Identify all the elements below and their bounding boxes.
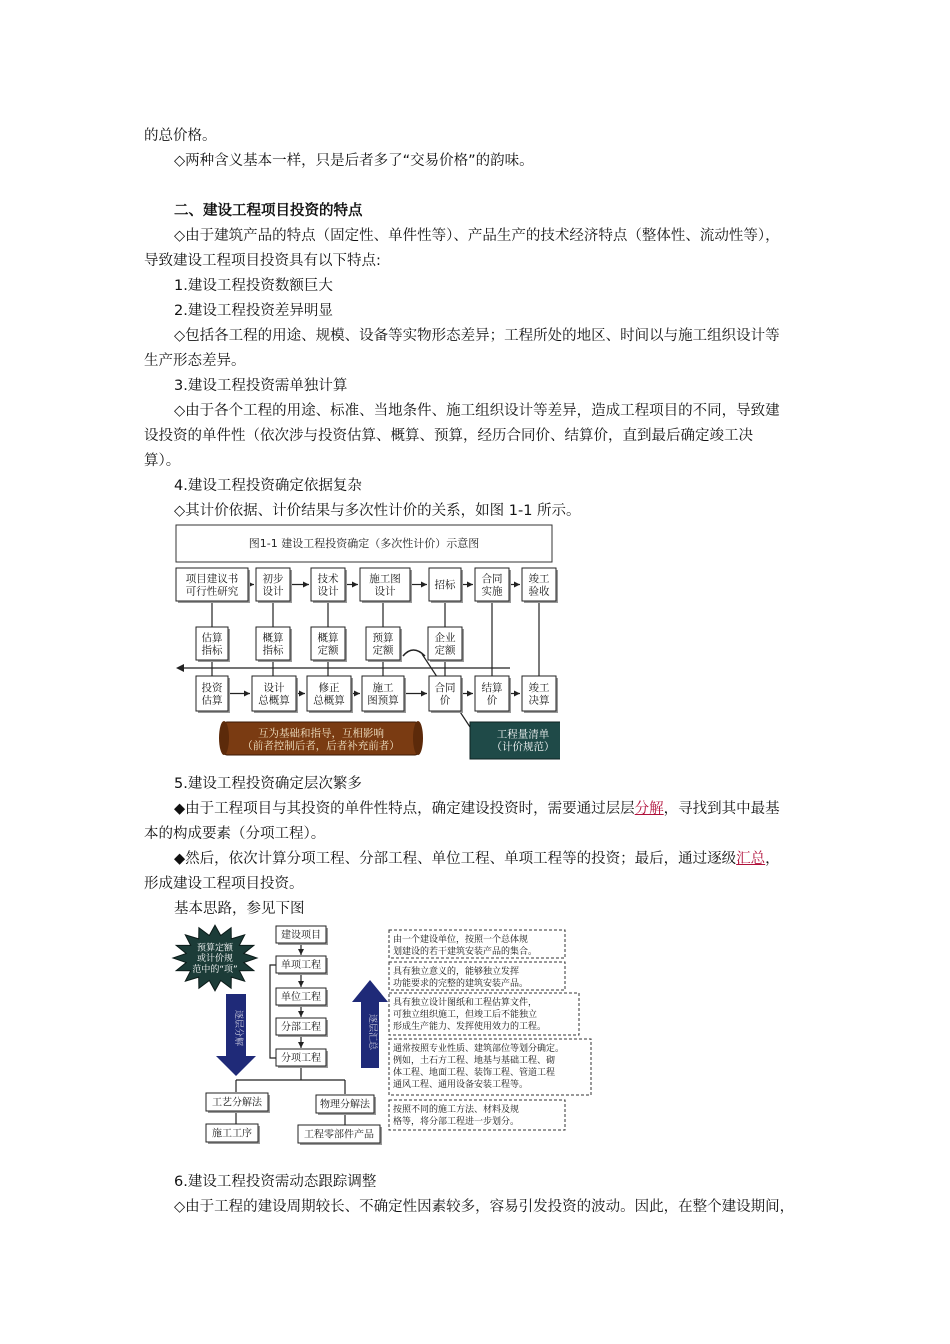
fig1-arrowhead <box>514 582 520 588</box>
fig2-summarize-label: 逐层汇总 <box>367 1013 377 1051</box>
fig1-middle-box-label: 估算指标 <box>201 631 223 657</box>
fig1-top-box-label: 技术设计 <box>317 572 339 598</box>
section-heading: 二、建设工程项目投资的特点 <box>174 203 363 219</box>
fig2-hierarchy-box-label: 单位工程 <box>281 992 321 1003</box>
fig1-scroll-roll <box>219 721 229 755</box>
text-run: ， <box>765 851 780 867</box>
fig1-arrowhead <box>467 691 473 697</box>
figure-1-1 <box>170 522 560 762</box>
fig2-note-text: 具有独立意义的，能够独立发挥功能要求的完整的建筑安装产品。 <box>393 967 529 989</box>
paragraph-line: ◇由于工程的建设周期较长、不确定性因素较多，容易引发投资的波动。因此，在整个建设期间， <box>174 1199 795 1215</box>
fig1-top-box-label: 项目建议书可行性研究 <box>185 572 239 598</box>
list-item: 6.建设工程投资需动态跟踪调整 <box>174 1174 377 1190</box>
fig1-bottom-box-label: 合同价 <box>434 681 456 707</box>
fig2-hierarchy-box-label: 分项工程 <box>281 1053 321 1064</box>
list-item: 2.建设工程投资差异明显 <box>174 303 333 319</box>
fig1-curve-mark <box>403 650 425 656</box>
paragraph-line: 本的构成要素（分项工程）。 <box>144 826 326 842</box>
paragraph-line: 设投资的单件性（依次涉与投资估算、概算、预算，经历合同价、结算价，直到最后确定竣工决 <box>144 428 753 444</box>
paragraph-line: 形成建设工程项目投资。 <box>144 876 304 892</box>
fig2-decompose-label: 逐层分解 <box>233 1009 243 1047</box>
fig2-note-text: 具有独立设计图纸和工程估算文件，可独立组织施工，但竣工后不能独立形成生产能力、发挥使用效力的工程。 <box>393 998 547 1032</box>
fig2-starburst-text: 预算定额或计价规范中的“项” <box>192 943 238 975</box>
fig1-arrowhead <box>299 691 305 697</box>
paragraph-line: 生产形态差异。 <box>144 353 246 369</box>
fig2-result-box-label: 施工工序 <box>212 1128 252 1140</box>
fig1-bottom-box-label: 设计总概算 <box>258 681 290 707</box>
fig1-bottom-box-label: 竣工决算 <box>528 681 550 707</box>
figure-decomposition <box>170 920 600 1150</box>
list-item: 3.建设工程投资需单独计算 <box>174 378 348 394</box>
fig1-scroll-roll <box>413 721 423 755</box>
fig1-arrowhead <box>354 691 360 697</box>
text-run: ，寻找到其中最基 <box>663 801 780 817</box>
fig1-top-box-label: 初步设计 <box>262 572 284 598</box>
fig2-note-text: 通常按照专业性质、建筑部位等划分确定。例如，土石方工程、地基与基础工程、砌体工程、地面工程、装饰工程、管道工程通风工程、通用设备安装工程等。 <box>393 1044 565 1090</box>
fig2-arrowhead <box>298 1011 304 1017</box>
fig1-middle-box-label: 概算定额 <box>317 631 339 657</box>
paragraph-line: 导致建设工程项目投资具有以下特点: <box>144 253 381 269</box>
fig1-middle-box-label: 企业定额 <box>434 631 456 657</box>
fig1-bottom-box-label: 修正总概算 <box>313 681 345 707</box>
paragraph-line <box>174 849 780 869</box>
list-item: 5.建设工程投资确定层次繁多 <box>174 776 362 792</box>
fig2-result-box-label: 工程零部件产品 <box>304 1129 374 1141</box>
fig2-arrowhead <box>298 1042 304 1048</box>
fig2-bracket <box>270 965 276 1058</box>
fig1-scroll-text: 互为基础和指导，互相影响（前者控制后者，后者补充前者） <box>242 727 400 752</box>
fig1-arrowhead <box>421 691 427 697</box>
fig2-note-text: 由一个建设单位，按照一个总体规划建设的若干建筑安装产品的集合。 <box>393 935 538 957</box>
paragraph-line: ◇包括各工程的用途、规模、设备等实物形态差异；工程所处的地区、时间以与施工组织设计等 <box>174 328 780 344</box>
paragraph-line: 的总价格。 <box>144 128 217 144</box>
fig2-method-box-label: 物理分解法 <box>320 1099 370 1111</box>
fig1-arrowhead <box>244 691 250 697</box>
paragraph-line: ◇两种含义基本一样，只是后者多了“交易价格”的韵味。 <box>174 153 534 169</box>
paragraph-line: 算）。 <box>144 453 181 469</box>
fig1-bottom-box-label: 结算价 <box>481 681 503 707</box>
paragraph-line: ◇其计价依据、计价结果与多次性计价的关系，如图 1-1 所示。 <box>174 503 581 519</box>
fig1-arrowhead <box>421 582 427 588</box>
fig1-top-box-label: 竣工验收 <box>528 572 550 598</box>
text-run: ◆然后，依次计算分项工程、分部工程、单位工程、单项工程等的投资；最后，通过逐级 <box>174 851 737 867</box>
fig1-arrowhead <box>514 691 520 697</box>
fig2-arrowhead <box>298 949 304 955</box>
fig1-top-box-label: 合同实施 <box>481 572 503 598</box>
fig2-hierarchy-box-label: 单项工程 <box>281 960 321 971</box>
text-run: ◆由于工程项目与其投资的单件性特点，确定建设投资时，需要通过层层 <box>174 801 635 817</box>
fig1-bottom-box-label: 施工图预算 <box>367 681 399 707</box>
fig1-middle-box-label: 概算指标 <box>262 631 284 657</box>
fig2-method-box-label: 工艺分解法 <box>212 1097 262 1109</box>
link-decompose[interactable]: 分解 <box>634 801 664 817</box>
fig1-top-box-label: 施工图设计 <box>369 572 401 598</box>
paragraph-line: 基本思路，参见下图 <box>174 901 305 917</box>
fig2-note-text: 按照不同的施工方法、材料及规格等，将分部工程进一步划分。 <box>393 1105 520 1127</box>
paragraph-line <box>174 799 780 819</box>
fig1-arrowhead <box>352 582 358 588</box>
fig2-hierarchy-box-label: 建设项目 <box>281 930 321 941</box>
fig1-middle-box-label: 预算定额 <box>372 631 394 657</box>
fig1-arrowhead <box>303 582 309 588</box>
paragraph-line: ◇由于建筑产品的特点（固定性、单件性等）、产品生产的技术经济特点（整体性、流动性等）， <box>174 228 780 244</box>
paragraph-line: ◇由于各个工程的用途、标准、当地条件、施工组织设计等差异，造成工程项目的不同，导致建 <box>174 403 780 419</box>
fig2-arrowhead <box>298 981 304 987</box>
link-summarize[interactable]: 汇总 <box>736 851 766 867</box>
fig1-arrowhead <box>176 664 184 672</box>
fig1-arrowhead <box>467 582 473 588</box>
fig2-hierarchy-box-label: 分部工程 <box>281 1022 321 1033</box>
figure-title: 图1-1 建设工程投资确定（多次性计价）示意图 <box>248 537 480 550</box>
fig1-bottom-box-label: 投资估算 <box>201 681 223 707</box>
list-item: 1.建设工程投资数额巨大 <box>174 278 333 294</box>
fig1-boq-text: 工程量清单（计价规范） <box>491 728 555 753</box>
fig1-top-box-label: 招标 <box>434 579 456 592</box>
list-item: 4.建设工程投资确定依据复杂 <box>174 478 362 494</box>
